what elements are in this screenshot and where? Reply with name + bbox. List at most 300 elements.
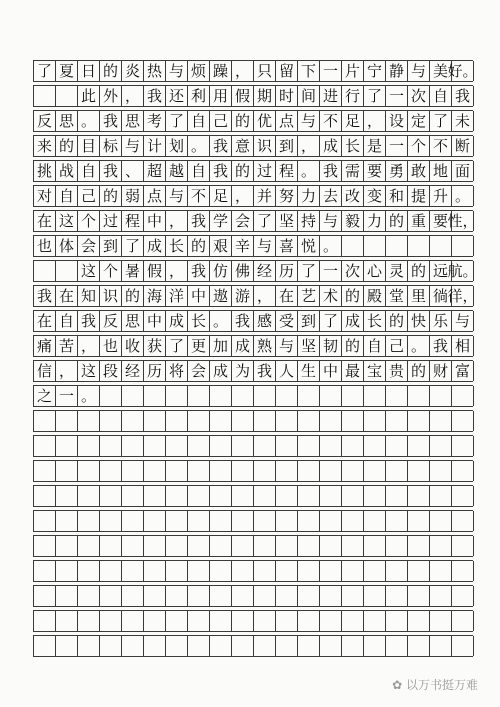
grid-cell: 也 [100,336,122,356]
grid-cell: 重 [408,211,430,231]
grid-cell [34,411,56,431]
grid-cell: 自 [56,311,78,331]
grid-cell: 会 [232,211,254,231]
grid-cell: 历 [276,261,298,281]
grid-cell: 。 [188,136,210,156]
grid-cell [254,611,276,631]
grid-cell: 过 [100,211,122,231]
grid-cell [298,511,320,531]
grid-cell [122,511,144,531]
grid-cell: 之 [34,386,56,406]
grid-cell [408,536,430,556]
grid-cell [78,561,100,581]
grid-cell [144,436,166,456]
grid-cell: 与 [254,236,276,256]
grid-cell: 了 [254,211,276,231]
grid-cell: 进 [320,86,342,106]
grid-cell: 设 [386,111,408,131]
grid-cell: 了 [364,86,386,106]
grid-cell [364,561,386,581]
grid-cell [276,486,298,506]
grid-cell [408,561,430,581]
grid-cell [210,586,232,606]
grid-cell [34,86,56,106]
grid-cell: 受 [276,311,298,331]
grid-cell: 力 [298,186,320,206]
grid-cell [430,386,452,406]
grid-cell: 我 [232,311,254,331]
grid-cell: 夏 [56,61,78,81]
grid-cell [342,611,364,631]
grid-cell: 人 [276,361,298,381]
grid-cell: 与 [276,336,298,356]
grid-cell [34,461,56,481]
grid-cell: 坚 [276,211,298,231]
grid-cell [144,561,166,581]
grid-cell: 的 [232,111,254,131]
grid-cell: 会 [188,361,210,381]
grid-cell: 的 [408,261,430,281]
grid-cell: ， [298,136,320,156]
grid-cell: 点 [276,111,298,131]
grid-cell: 。 [298,161,320,181]
grid-cell: 我 [34,286,56,306]
grid-cell: 超 [144,161,166,181]
grid-cell [78,411,100,431]
grid-cell [452,536,474,556]
grid-cell [408,386,430,406]
grid-cell [298,536,320,556]
grid-cell: 持 [298,211,320,231]
grid-cell: 划 [166,136,188,156]
grid-cell [254,461,276,481]
grid-cell: 航。 [447,261,478,280]
grid-cell [188,486,210,506]
grid-cell [56,586,78,606]
grid-cell: 也 [34,236,56,256]
grid-cell: ， [78,336,100,356]
grid-cell [408,636,430,656]
grid-cell: 里 [408,286,430,306]
grid-row [33,135,473,157]
grid-cell [56,636,78,656]
grid-cell: 悦 [298,236,320,256]
grid-cell: 思 [122,111,144,131]
grid-cell [364,486,386,506]
grid-cell: 了 [298,261,320,281]
grid-cell [452,461,474,481]
grid-cell [166,386,188,406]
grid-cell [78,611,100,631]
grid-cell: 、 [122,161,144,181]
grid-row [33,560,473,582]
grid-cell: 我 [210,136,232,156]
grid-cell [188,461,210,481]
grid-row [33,310,473,332]
grid-cell: 不 [430,136,452,156]
grid-cell [144,411,166,431]
grid-cell [166,561,188,581]
grid-cell [254,386,276,406]
grid-cell: 利 [188,86,210,106]
grid-cell [78,486,100,506]
grid-cell: 我 [452,86,474,106]
grid-cell: 自 [78,161,100,181]
grid-cell [78,461,100,481]
grid-cell: 贵 [386,361,408,381]
grid-cell: 与 [122,136,144,156]
grid-cell: 好。 [447,61,478,80]
grid-cell [430,636,452,656]
grid-cell [364,436,386,456]
grid-cell [56,461,78,481]
grid-cell: 财 [430,361,452,381]
grid-cell: 知 [78,286,100,306]
grid-cell: 自 [430,86,452,106]
grid-cell [78,511,100,531]
grid-cell [386,411,408,431]
grid-row [33,260,478,282]
grid-cell: 意 [232,136,254,156]
grid-cell: 。 [408,336,430,356]
grid-cell [298,561,320,581]
grid-cell: 思 [122,311,144,331]
grid-cell: 日 [78,61,100,81]
grid-cell: 与 [408,61,430,81]
grid-row [33,610,473,632]
grid-cell [364,586,386,606]
grid-cell: 个 [78,211,100,231]
grid-cell: 努 [276,186,298,206]
grid-cell: 己 [210,111,232,131]
grid-cell: 长 [166,236,188,256]
grid-cell [254,536,276,556]
grid-cell [188,511,210,531]
grid-cell: 对 [34,186,56,206]
grid-cell [232,536,254,556]
grid-cell: 程 [276,161,298,181]
grid-cell [100,536,122,556]
grid-cell [122,411,144,431]
grid-cell [276,586,298,606]
grid-cell: 了 [122,236,144,256]
grid-cell: 经 [254,261,276,281]
grid-cell [122,561,144,581]
grid-cell: 去 [320,186,342,206]
grid-cell: 的 [188,236,210,256]
grid-cell: 自 [56,186,78,206]
grid-cell: 。 [78,386,100,406]
grid-cell [210,561,232,581]
grid-cell: 在 [34,211,56,231]
grid-cell [34,611,56,631]
grid-cell: 美 [430,61,452,81]
grid-cell [452,636,474,656]
grid-cell [232,436,254,456]
grid-cell [342,636,364,656]
grid-cell: 外 [100,86,122,106]
grid-cell: 我 [100,111,122,131]
grid-cell [430,586,452,606]
grid-cell: 这 [56,211,78,231]
grid-cell [254,561,276,581]
grid-cell [254,411,276,431]
grid-cell [430,436,452,456]
grid-cell: 己 [78,186,100,206]
grid-cell [452,236,474,256]
grid-cell [320,386,342,406]
grid-cell [166,461,188,481]
grid-cell: 烦 [188,61,210,81]
grid-cell: 到 [298,311,320,331]
grid-cell: 行 [342,86,364,106]
grid-cell [386,461,408,481]
grid-cell [430,536,452,556]
grid-cell: 我 [100,161,122,181]
grid-cell [320,511,342,531]
grid-cell: 了 [430,111,452,131]
grid-cell: 的 [100,61,122,81]
grid-cell [122,486,144,506]
grid-cell: 喜 [276,236,298,256]
grid-cell: 中 [144,311,166,331]
grid-cell: 用 [210,86,232,106]
grid-cell [188,411,210,431]
grid-cell [188,386,210,406]
grid-cell: 加 [210,336,232,356]
grid-cell: 洋 [166,286,188,306]
grid-cell [34,636,56,656]
grid-cell [276,386,298,406]
grid-cell [320,536,342,556]
grid-cell [78,536,100,556]
grid-cell [56,511,78,531]
grid-cell [188,436,210,456]
grid-cell [144,536,166,556]
grid-cell [452,611,474,631]
grid-cell: 一 [56,386,78,406]
grid-cell: 假 [144,261,166,281]
grid-cell: 改 [342,186,364,206]
grid-cell: 殿 [364,286,386,306]
grid-cell [386,611,408,631]
grid-cell [78,436,100,456]
grid-cell [276,561,298,581]
grid-cell: 需 [342,161,364,181]
grid-cell [342,511,364,531]
writing-grid [33,60,478,660]
grid-cell [408,511,430,531]
watermark: ✿ 以万书挺万难 [392,678,478,692]
grid-cell: 一 [386,86,408,106]
grid-cell [276,536,298,556]
grid-cell [34,586,56,606]
grid-cell: 不 [320,111,342,131]
grid-cell [276,436,298,456]
grid-cell: ， [254,286,276,306]
grid-cell [232,386,254,406]
grid-cell [56,611,78,631]
grid-cell [122,611,144,631]
grid-cell: 定 [408,111,430,131]
grid-cell: 了 [320,311,342,331]
grid-cell: 的 [408,361,430,381]
grid-cell [408,236,430,256]
grid-cell: 自 [188,111,210,131]
grid-cell [100,411,122,431]
grid-cell: 会 [78,236,100,256]
grid-cell [122,586,144,606]
grid-cell: 远 [430,261,452,281]
grid-cell [298,436,320,456]
grid-cell: 与 [320,211,342,231]
grid-cell [166,636,188,656]
grid-row [33,585,473,607]
grid-cell: 识 [254,136,276,156]
grid-cell: 假 [232,86,254,106]
grid-cell [100,436,122,456]
grid-cell [188,611,210,631]
grid-cell: 为 [232,361,254,381]
grid-cell: 信 [34,361,56,381]
grid-cell: 徉， [447,286,478,305]
grid-cell [364,411,386,431]
grid-cell [408,586,430,606]
grid-row [33,485,473,507]
grid-cell [364,611,386,631]
grid-cell: 在 [56,286,78,306]
grid-cell [386,236,408,256]
grid-cell: 。 [452,186,474,206]
grid-cell [34,561,56,581]
grid-cell [100,461,122,481]
grid-cell: 游 [232,286,254,306]
grid-cell [232,411,254,431]
grid-cell [122,536,144,556]
grid-row [33,210,478,232]
grid-cell: ， [56,361,78,381]
grid-cell: 乐 [430,311,452,331]
grid-cell: 目 [78,136,100,156]
grid-cell [276,636,298,656]
grid-cell: 成 [144,236,166,256]
grid-cell [364,386,386,406]
grid-cell: 足 [210,186,232,206]
grid-cell [56,536,78,556]
grid-cell: 仿 [210,261,232,281]
grid-cell: 成 [232,336,254,356]
grid-row [33,535,473,557]
grid-cell: 计 [144,136,166,156]
grid-cell [342,461,364,481]
grid-cell [430,236,452,256]
grid-cell [210,461,232,481]
grid-cell [298,411,320,431]
grid-cell [320,411,342,431]
grid-cell: 术 [320,286,342,306]
grid-cell [100,586,122,606]
grid-cell: 还 [166,86,188,106]
grid-cell: 辛 [232,236,254,256]
grid-cell: 热 [144,61,166,81]
grid-cell [166,411,188,431]
grid-cell [342,411,364,431]
grid-cell: 的 [386,311,408,331]
grid-cell [320,436,342,456]
grid-cell: 期 [254,86,276,106]
grid-cell [232,561,254,581]
grid-row [33,185,473,207]
grid-cell: 中 [144,211,166,231]
grid-cell [452,411,474,431]
grid-cell: 思 [56,111,78,131]
grid-cell [386,436,408,456]
grid-cell [56,261,78,281]
grid-cell: 心 [364,261,386,281]
grid-cell: 越 [166,161,188,181]
grid-cell [166,486,188,506]
grid-cell [298,636,320,656]
grid-row [33,60,478,82]
grid-cell [298,486,320,506]
grid-cell: ， [166,261,188,281]
grid-cell: 长 [188,311,210,331]
grid-cell: 不 [188,186,210,206]
grid-cell: 勇 [386,161,408,181]
grid-cell [100,386,122,406]
grid-cell [166,511,188,531]
grid-cell [342,436,364,456]
grid-cell [386,586,408,606]
grid-row [33,385,473,407]
grid-cell: 要 [364,161,386,181]
grid-row [33,360,473,382]
grid-cell: 时 [276,86,298,106]
grid-cell [452,561,474,581]
grid-cell: 的 [100,186,122,206]
grid-cell: 提 [408,186,430,206]
grid-cell: 我 [254,361,276,381]
grid-cell [34,436,56,456]
grid-cell [276,511,298,531]
grid-cell: ， [364,111,386,131]
grid-cell [408,486,430,506]
grid-cell [100,561,122,581]
grid-cell [144,636,166,656]
grid-cell [298,586,320,606]
grid-cell: 在 [34,311,56,331]
grid-cell: 快 [408,311,430,331]
grid-cell: 成 [342,311,364,331]
grid-cell: 是 [364,136,386,156]
grid-cell: 反 [100,311,122,331]
grid-cell [210,486,232,506]
grid-cell [342,236,364,256]
grid-cell: 感 [254,311,276,331]
grid-cell: 将 [166,361,188,381]
grid-cell [210,536,232,556]
grid-cell [100,486,122,506]
grid-cell: 体 [56,236,78,256]
grid-cell [364,636,386,656]
grid-cell: 性， [447,211,478,230]
grid-cell: 反 [34,111,56,131]
grid-cell: 的 [232,161,254,181]
grid-cell: 次 [408,86,430,106]
grid-cell [188,536,210,556]
grid-cell: 来 [34,136,56,156]
grid-cell [210,411,232,431]
